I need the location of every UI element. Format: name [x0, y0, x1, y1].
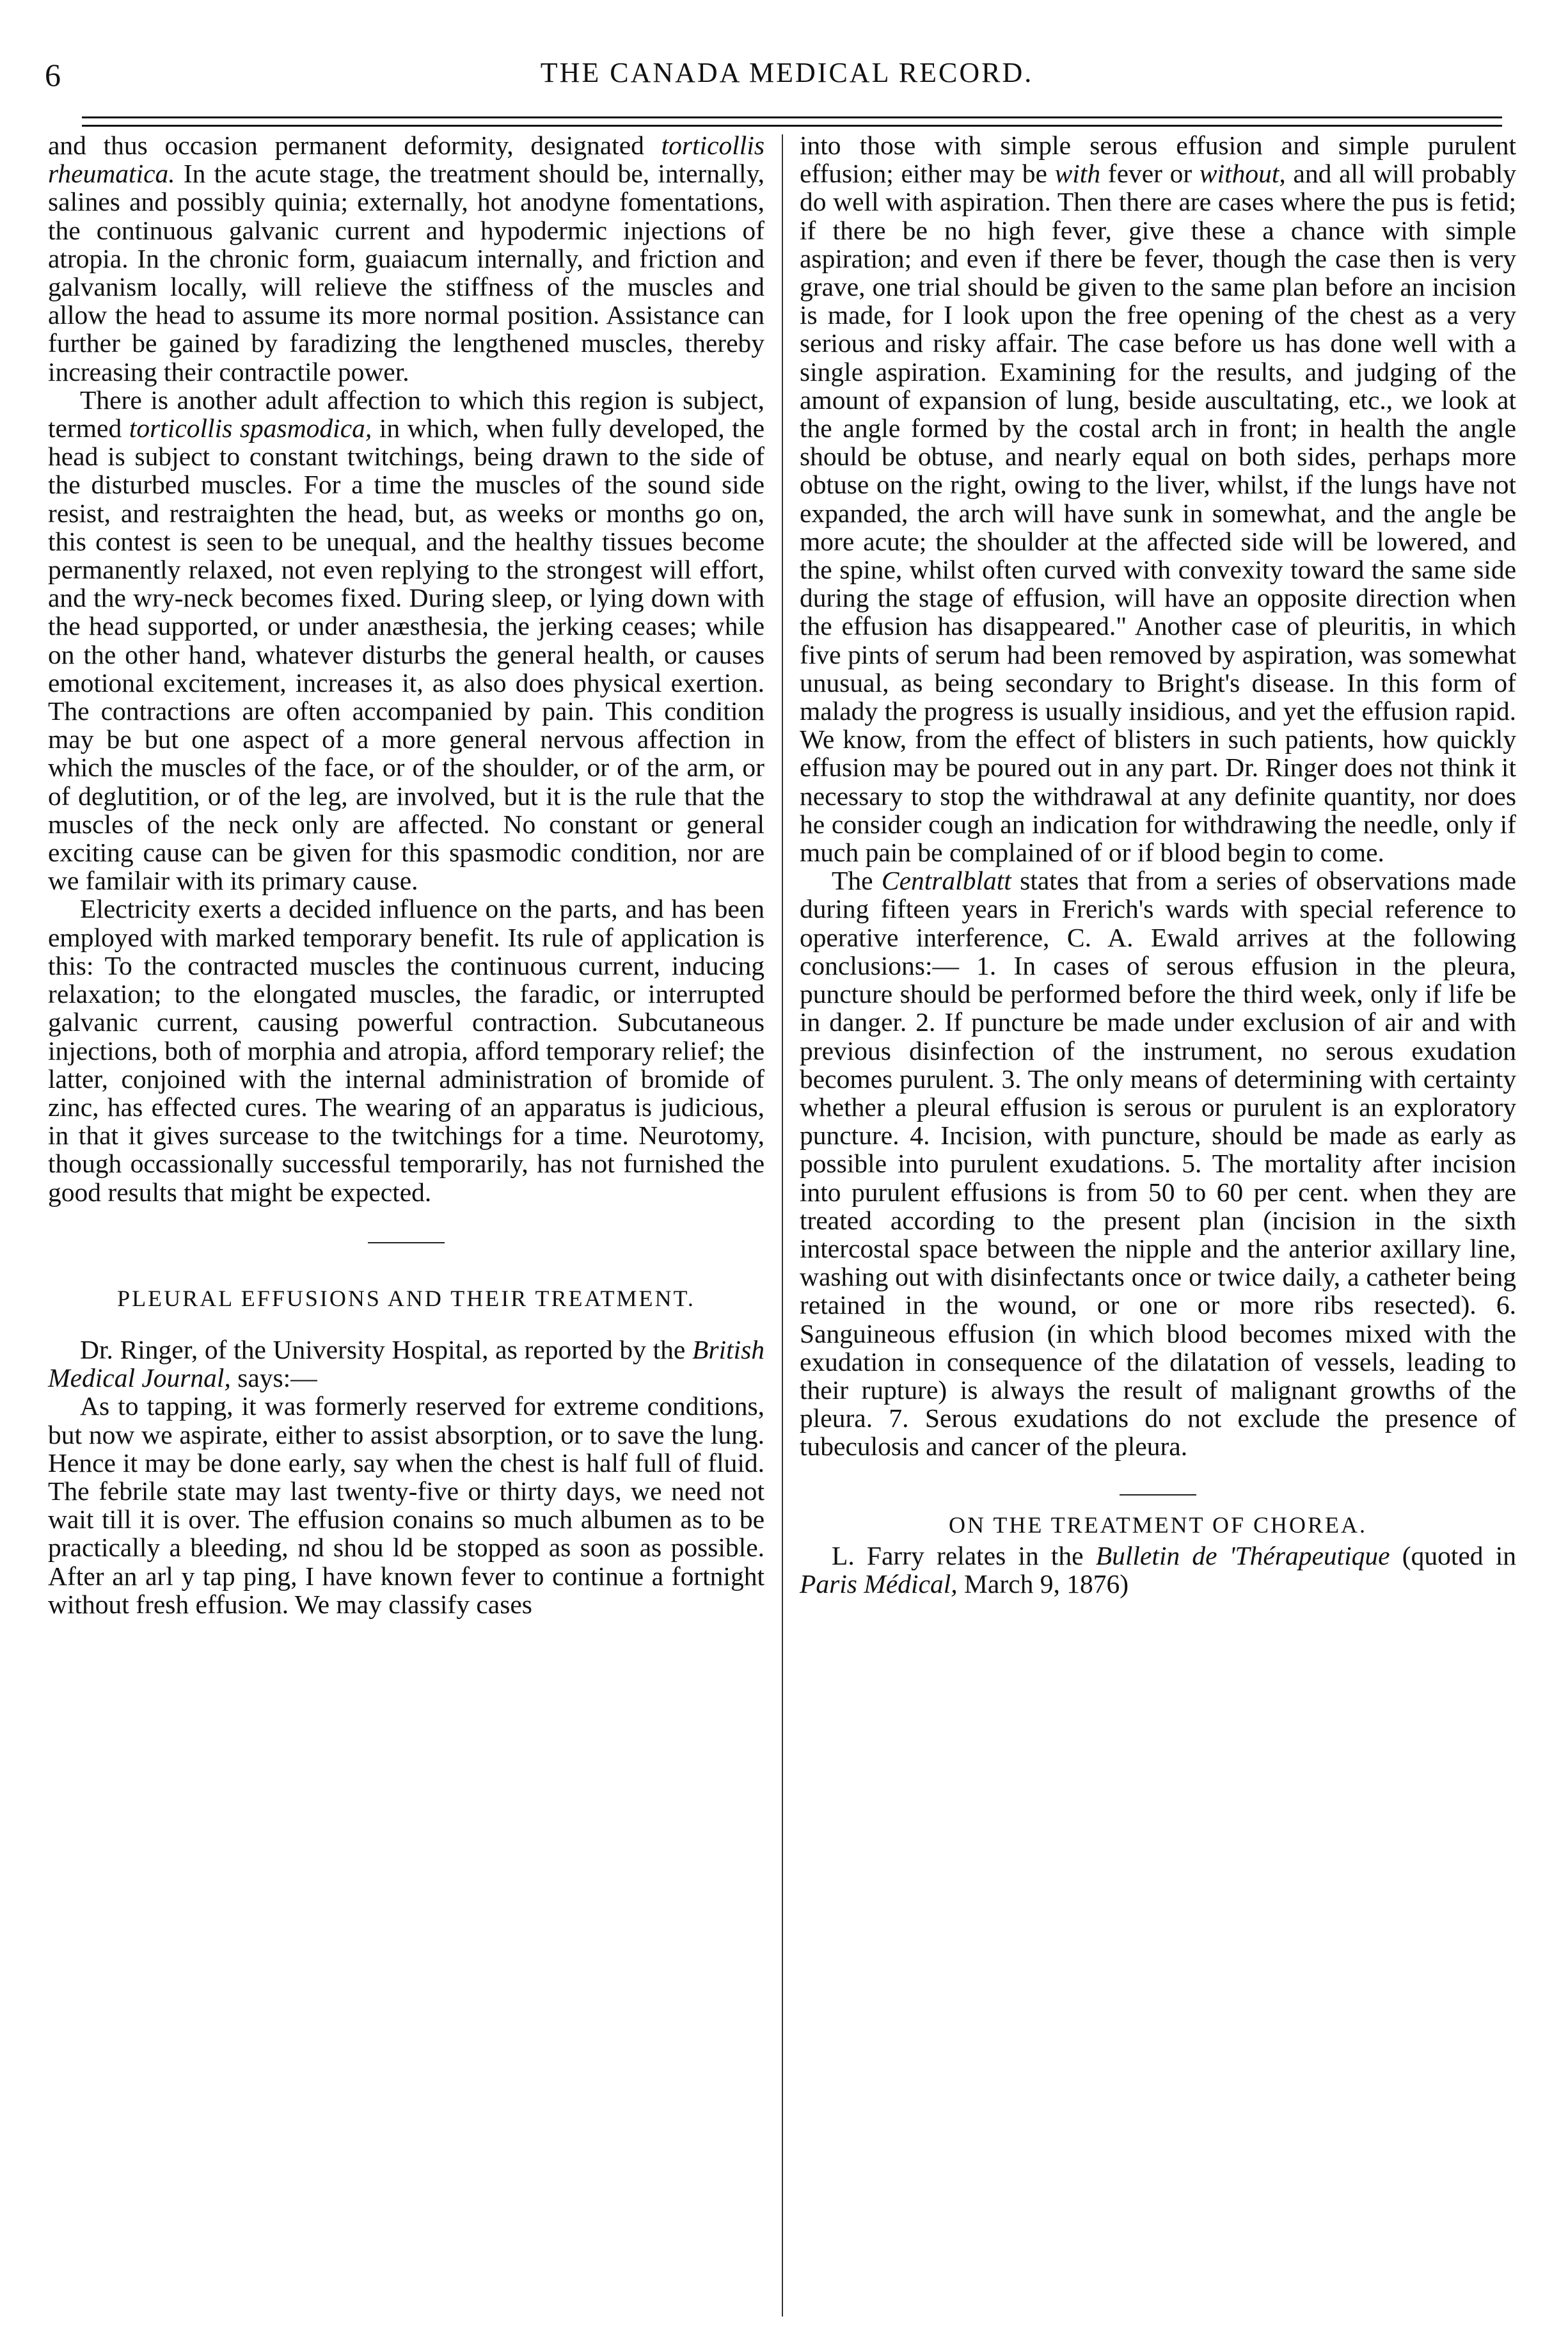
- section-heading: PLEURAL EFFUSIONS AND THEIR TREATMENT.: [117, 1285, 695, 1311]
- italic-term: without,: [1199, 159, 1286, 189]
- italic-term: torticollis spasmodica,: [129, 413, 372, 443]
- paragraph: Electricity exerts a decided influence on the parts, and has been employed with marked temporary benefit. Its rule of application is this: To the contracted muscles the continuous current, inducing relaxation; to the elongated muscles, the faradic, or interrupted galvanic current, causing powerful contraction. Subcutaneous injections, both of morphia and atropia, afford temporary relief; the latter, conjoined with the internal administration of bromide of zinc, has effected cures. The wearing of an apparatus is judicious, in that it gives surcease to the twitchings for a time. Neurotomy, though occassionally successful temporarily, has not furnished the good results that might be expected.: [48, 894, 764, 1207]
- italic-term: with: [1054, 159, 1101, 189]
- paragraph: L. Farry relates in the Bulletin de 'Thérapeutique (quoted in Paris Médical, March 9, 1876): [800, 1540, 1517, 1599]
- paragraph: As to tapping, it was formerly reserved for extreme conditions, but now we aspirate, either to assist absorption, or to save the lung. Hence it may be done early, say when the chest is half full of fluid. The febrile state may last twenty-five or thirty days, we need not wait till it is over. The effusion conains so much albumen as to be practically a bleeding, nd shou ld be stopped as soon as possible. After an arl y tap ping, I have known fever to continue a fortnight without fresh effusion. We may classify cases: [48, 1391, 764, 1619]
- italic-term: Paris Médical,: [800, 1568, 958, 1599]
- running-title: THE CANADA MEDICAL RECORD.: [540, 57, 1034, 88]
- left-column: [48, 131, 764, 1618]
- paragraph: and thus occasion permanent deformity, designated torticollis rheumatica. In the acute stage, the treatment should be, internally, salines and possibly quinia; externally, hot anodyne fomentations, the continuous galvanic current and hypodermic injections of atropia. In the chronic form, guaiacum internally, and friction and galvanism locally, will relieve the stiffness of the muscles and allow the head to assume its more normal position. Assistance can further be gained by faradizing the lengthened muscles, thereby increasing their contractile power.: [48, 131, 764, 387]
- italic-term: Bulletin de 'Thérapeutique: [1095, 1540, 1390, 1570]
- italic-term: Centralblatt: [881, 866, 1011, 896]
- italic-term: British Medical Journal,: [48, 1334, 764, 1393]
- header-rule: [82, 125, 1502, 127]
- paragraph: into those with simple serous effusion and simple purulent effusion; either may be with fever or without, and all will probably do well with aspiration. Then there are cases where the pus is fetid; if there be no high fever, give these a chance with simple aspiration; and even if there be fever, though the case then is very grave, one trial should be given to the same plan before an incision is made, for I look upon the free opening of the chest as a very serious and risky affair. The case before us has done well with a single aspiration. Examining for the results, and judging of the amount of expansion of lung, beside auscultating, etc., we look at the angle formed by the costal arch in front; in health the angle should be obtuse, and nearly equal on both sides, perhaps more obtuse on the right, owing to the liver, whilst, if the lungs have not expanded, the arch will have sunk in somewhat, and the angle be more acute; the shoulder at the affected side will be lowered, and the spine, whilst often curved with convexity toward the same side during the stage of effusion, will have an opposite direction when the effusion has disappeared." Another case of pleuritis, in which five pints of serum had been removed by aspiration, was somewhat unusual, as being secondary to Bright's disease. In this form of malady the progress is usually insidious, and yet the effusion rapid. We know, from the effect of blisters in such patients, how quickly effusion may be poured out in any part. Dr. Ringer does not think it necessary to stop the withdrawal at any definite quantity, nor does he consider cough an indication for withdrawing the needle, only if much pain be complained of or if blood begin to come.: [800, 131, 1516, 868]
- paragraph: The Centralblatt states that from a series of observations made during fifteen years in Frerich's wards with special reference to operative interference, C. A. Ewald arrives at the following conclusions:— 1. In cases of serous effusion in the pleura, puncture should be performed before the third week, only if life be in danger. 2. If puncture be made under exclusion of air and with previous disinfection of the instrument, no serous exudation becomes purulent. 3. The only means of determining with certainty whether a pleural effusion is serous or purulent is an exploratory puncture. 4. Incision, with puncture, should be made as early as possible into purulent exudations. 5. The mortality after incision into purulent effusions is from 50 to 60 per cent. when they are treated according to the present plan (incision in the sixth intercostal space between the nipple and the anterior axillary line, washing out with disinfectants once or twice daily, a catheter being retained in the wound, or one or more ribs resected). 6. Sanguineous effusion (in which blood becomes mixed with the exudation in consequence of the dilatation of vessels, leading to their rupture) is always the result of malignant growths of the pleura. 7. Serous exudations do not exclude the presence of tubeculosis and cancer of the pleura.: [800, 866, 1517, 1462]
- page-number: 6: [45, 57, 61, 93]
- section-rule: [368, 1242, 445, 1243]
- italic-term: torticollis rheumatica.: [48, 131, 764, 189]
- page-header: [45, 56, 1529, 101]
- section-heading: ON THE TREATMENT OF CHOREA.: [948, 1511, 1368, 1538]
- paragraph: Dr. Ringer, of the University Hospital, as reported by the British Medical Journal, says:—: [48, 1334, 764, 1393]
- header-rule: [82, 116, 1502, 118]
- right-column: [800, 131, 1516, 1598]
- column-divider: [782, 134, 783, 2317]
- paragraph: There is another adult affection to which this region is subject, termed torticollis spasmodica, in which, when fully developed, the head is subject to constant twitchings, being drawn to the side of the disturbed muscles. For a time the muscles of the sound side resist, and restraighten the head, but, as weeks or months go on, this contest is seen to be unequal, and the healthy tissues become permanently relaxed, not even replying to the strongest will effort, and the wry-neck becomes fixed. During sleep, or lying down with the head supported, or under anæsthesia, the jerking ceases; while on the other hand, whatever disturbs the general health, or causes emotional excitement, increases it, as also does physical exertion. The contractions are often accompanied by pain. This condition may be but one aspect of a more general nervous affection in which the muscles of the face, or of the shoulder, or of the arm, or of deglutition, or of the leg, are involved, but it is the rule that the muscles of the neck only are affected. No constant or general exciting cause can be given for this spasmodic condition, nor are we familair with its primary cause.: [48, 385, 764, 896]
- section-rule: [1120, 1494, 1196, 1496]
